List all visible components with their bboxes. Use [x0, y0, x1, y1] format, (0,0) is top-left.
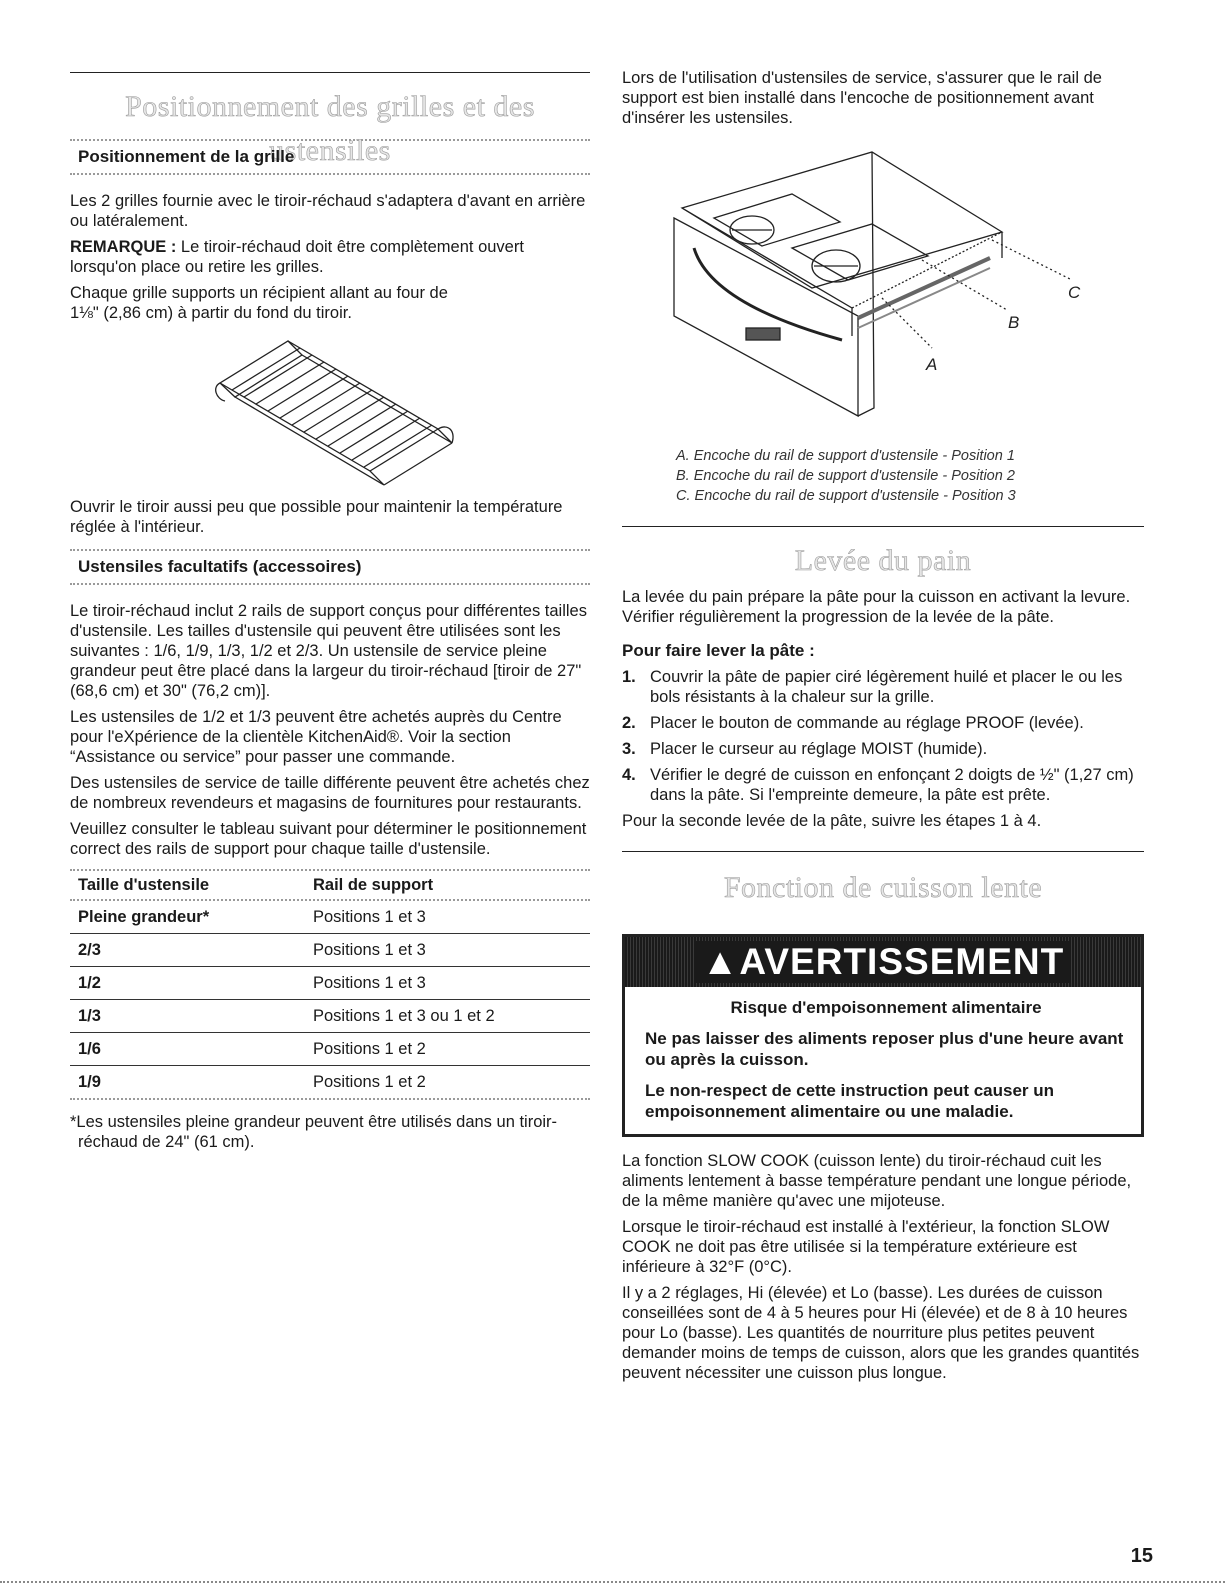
- remarque-text: Le tiroir-réchaud doit être complètement ouvert lorsqu'on place ou retire les grilles.: [70, 238, 524, 276]
- paragraph: Lors de l'utilisation d'ustensiles de service, s'assurer que le rail de support est bien installé dans l'encoche de positionnement avant d'insérer les ustensiles.: [622, 69, 1102, 127]
- subheading-grille: Positionnement de la grille: [78, 147, 295, 166]
- table-cell-size: 2/3: [70, 934, 313, 967]
- step-text: Placer le curseur au réglage MOIST (humide).: [650, 740, 988, 758]
- table-cell-rail: Positions 1 et 3 ou 1 et 2: [313, 1000, 590, 1033]
- warning-box: [622, 934, 1144, 1137]
- list-item: [622, 667, 1144, 707]
- table-bottom-rule: [70, 1098, 590, 1100]
- remarque-paragraph: [70, 237, 590, 277]
- table-row: [70, 1000, 590, 1033]
- table-row: [70, 1066, 590, 1099]
- table-cell-size: 1/3: [70, 1000, 313, 1033]
- paragraph: Ouvrir le tiroir aussi peu que possible pour maintenir la température réglée à l'intérieur.: [70, 498, 563, 536]
- right-column: [622, 0, 1144, 1383]
- section-rule: [622, 851, 1144, 852]
- paragraph: 1⅛" (2,86 cm) à partir du fond du tiroir.: [70, 304, 352, 322]
- utensil-table: [70, 871, 590, 899]
- table-row: [70, 901, 590, 934]
- paragraph: Des ustensiles de service de taille différente peuvent être achetés chez de nombreux revendeurs et magasins de fournitures pour restaurants.: [70, 774, 590, 812]
- step-text: Vérifier le degré de cuisson en enfonçant 2 doigts de ½" (1,27 cm) dans la pâte. Si l'empreinte demeure, la pâte est prête.: [650, 766, 1134, 804]
- remarque-label: REMARQUE :: [70, 238, 177, 256]
- warning-body: [625, 987, 1141, 1134]
- list-item: [622, 739, 1144, 759]
- fig-label-b: B: [1008, 313, 1020, 332]
- step-number: 3.: [622, 740, 636, 758]
- table-header-row: [70, 871, 590, 899]
- rack-illustration: [70, 331, 590, 491]
- warning-line: Ne pas laisser des aliments reposer plus d'une heure avant ou après la cuisson.: [645, 1029, 1124, 1069]
- table-cell-rail: Positions 1 et 3: [313, 901, 590, 934]
- subheading-lever-pate: Pour faire lever la pâte :: [622, 641, 815, 660]
- rack-drawing: [70, 331, 590, 491]
- table-cell-rail: Positions 1 et 3: [313, 967, 590, 1000]
- step-text: Placer le bouton de commande au réglage PROOF (levée).: [650, 714, 1084, 732]
- step-text: Couvrir la pâte de papier ciré légèrement huilé et placer le ou les bols résistants à la chaleur sur la grille.: [650, 668, 1123, 706]
- drawer-drawing: [622, 148, 1144, 438]
- warning-banner: [625, 937, 1141, 987]
- divider: [70, 583, 590, 585]
- paragraph: Lorsque le tiroir-réchaud est installé à l'extérieur, la fonction SLOW COOK ne doit pas être utilisée si la température extérieure est inférieure à 32°F (0°C).: [622, 1218, 1110, 1276]
- table-cell-size: 1/9: [78, 1072, 101, 1091]
- table-row: [70, 934, 590, 967]
- section-title-levee: Levée du pain: [794, 544, 972, 577]
- table-header-rail: Rail de support: [313, 875, 434, 894]
- table-cell-rail: Positions 1 et 2: [313, 1072, 426, 1091]
- table-cell-size: 1/6: [70, 1033, 313, 1066]
- proof-steps: [622, 667, 1144, 805]
- section-rule: [622, 526, 1144, 527]
- warning-subtitle: Risque d'empoisonnement alimentaire: [730, 998, 1042, 1017]
- list-item: [622, 713, 1144, 733]
- warning-line: Le non-respect de cette instruction peut causer un empoisonnement alimentaire ou une maladie.: [645, 1081, 1055, 1121]
- list-item: [622, 765, 1144, 805]
- paragraph: Pour la seconde levée de la pâte, suivre les étapes 1 à 4.: [622, 812, 1042, 830]
- divider: [70, 173, 590, 175]
- paragraph: Les ustensiles de 1/2 et 1/3 peuvent être achetés auprès du Centre pour l'eXpérience de la clientèle KitchenAid®. Voir la section “Assistance ou service” pour passer une commande.: [70, 708, 562, 766]
- caption-c: C. Encoche du rail de support d'ustensile - Position 3: [676, 488, 1016, 504]
- page-number: 15: [1130, 1545, 1153, 1567]
- paragraph: Le tiroir-réchaud inclut 2 rails de support conçus pour différentes tailles d'ustensile. Les tailles d'ustensile qui peuvent être utilisées sont les suivantes : 1/6, 1/9, 1/3, 1/2 et 2/3. Un ustensile de service pleine grandeur peut être placé dans la largeur du tiroir-réchaud [tiroir de 27" (68,6 cm) et 30" (76,2 cm)].: [70, 602, 587, 700]
- paragraph: Il y a 2 réglages, Hi (élevée) et Lo (basse). Les durées de cuisson conseillées sont de 4 à 5 heures pour Hi (élevée) et de 8 à 10 heures pour Lo (basse). Les quantités de nourriture plus petites peuvent demander moins de temps de cuisson, alors que les grandes quantités peuvent nécessiter une cuisson plus longue.: [622, 1284, 1140, 1382]
- warning-triangle-icon: ▲: [701, 941, 740, 982]
- figure-captions: [622, 446, 1144, 506]
- warning-title-wrap: [696, 941, 1070, 983]
- paragraph: Les 2 grilles fournie avec le tiroir-réchaud s'adaptera d'avant en arrière ou latéralement.: [70, 192, 586, 230]
- step-number: 1.: [622, 668, 636, 686]
- warning-title: AVERTISSEMENT: [739, 941, 1065, 982]
- left-column: [70, 0, 590, 1152]
- page-bottom-rule: [0, 1581, 1225, 1583]
- caption-a: A. Encoche du rail de support d'ustensile - Position 1: [676, 448, 1015, 464]
- table-cell-size: 1/2: [70, 967, 313, 1000]
- section-title-cuisson-lente: Fonction de cuisson lente: [723, 871, 1043, 904]
- table-row: [70, 1033, 590, 1066]
- step-number: 4.: [622, 766, 636, 784]
- paragraph: Veuillez consulter le tableau suivant pour déterminer le positionnement correct des rails de support pour chaque taille d'ustensile.: [70, 820, 587, 858]
- step-number: 2.: [622, 714, 636, 732]
- table-cell-size: Pleine grandeur*: [70, 901, 313, 934]
- subheading-ustensiles: Ustensiles facultatifs (accessoires): [78, 557, 362, 576]
- caption-b: B. Encoche du rail de support d'ustensile - Position 2: [676, 468, 1015, 484]
- drawer-illustration: [622, 148, 1144, 438]
- paragraph: Chaque grille supports un récipient allant au four de: [70, 284, 448, 302]
- fig-label-a: A: [926, 355, 938, 374]
- table-row: [70, 967, 590, 1000]
- fig-label-c: C: [1068, 283, 1081, 302]
- table-footnote: *Les ustensiles pleine grandeur peuvent être utilisés dans un tiroir-réchaud de 24" (61 cm).: [70, 1113, 558, 1151]
- paragraph: La levée du pain prépare la pâte pour la cuisson en activant la levure. Vérifier régulièrement la progression de la levée de la pâte.: [622, 588, 1131, 626]
- paragraph: La fonction SLOW COOK (cuisson lente) du tiroir-réchaud cuit les aliments lentement à basse température pendant une longue période, de la même manière qu'avec une mijoteuse.: [622, 1152, 1132, 1210]
- utensil-table-body: [70, 901, 590, 1098]
- table-cell-rail: Positions 1 et 3: [313, 934, 590, 967]
- table-header-size: Taille d'ustensile: [78, 875, 210, 894]
- table-cell-rail: Positions 1 et 2: [313, 1033, 590, 1066]
- section-rule: [70, 72, 590, 73]
- section-title-positionnement: Positionnement des grilles et des ustensiles: [125, 90, 535, 167]
